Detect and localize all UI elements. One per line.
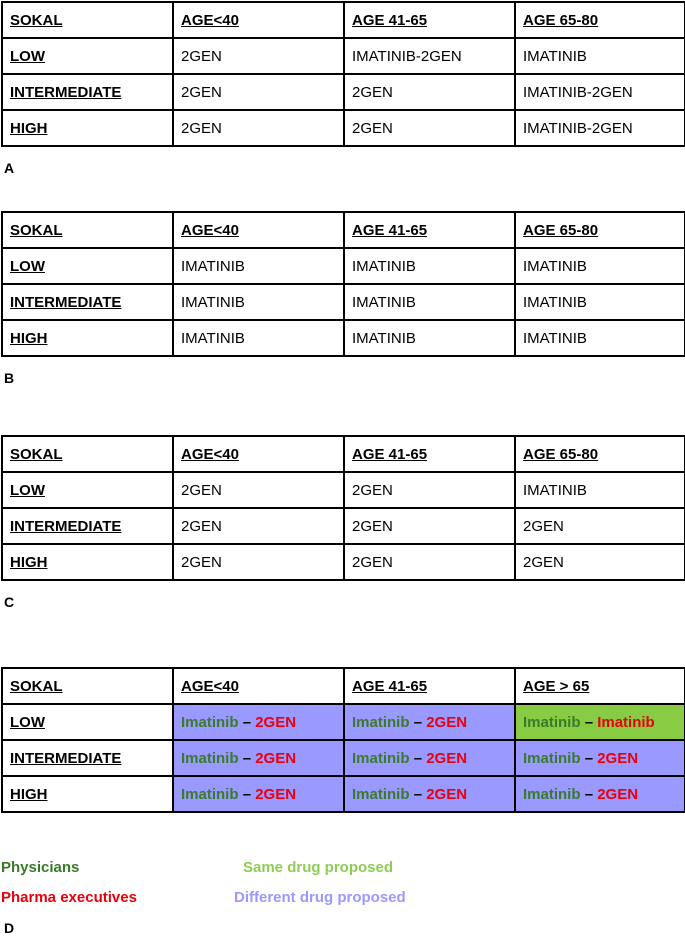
risk-cell: INTERMEDIATE — [2, 284, 173, 320]
physician-drug: Imatinib — [181, 713, 239, 731]
legend-physicians: Physicians — [1, 859, 80, 876]
header-cell: AGE > 65 — [515, 668, 685, 704]
header-cell: AGE<40 — [173, 436, 344, 472]
pharma-drug: 2GEN — [426, 749, 468, 767]
separator-dash: – — [584, 785, 594, 803]
header-cell: AGE<40 — [173, 2, 344, 38]
separator-dash: – — [413, 785, 423, 803]
table-row — [2, 74, 685, 110]
panel-label-a: A — [4, 160, 15, 176]
table-row — [2, 544, 685, 580]
pharma-drug: 2GEN — [255, 785, 297, 803]
table-cell: 2GEN — [173, 472, 344, 508]
panel-label-b: B — [4, 370, 15, 386]
table-row — [2, 704, 685, 740]
separator-dash: – — [413, 749, 423, 767]
table-cell: IMATINIB — [515, 284, 685, 320]
panel-b-table — [1, 211, 685, 357]
table-row — [2, 508, 685, 544]
table-cell: 2GEN — [173, 544, 344, 580]
header-cell: AGE 41-65 — [344, 668, 515, 704]
header-cell: AGE 65-80 — [515, 212, 685, 248]
panel-d-table — [1, 667, 685, 813]
legend-pharma: Pharma executives — [1, 889, 137, 906]
separator-dash: – — [242, 713, 252, 731]
separator-dash: – — [242, 749, 252, 767]
table-row — [2, 38, 685, 74]
separator-dash: – — [584, 713, 594, 731]
risk-cell: HIGH — [2, 544, 173, 580]
header-cell: AGE<40 — [173, 668, 344, 704]
header-cell: SOKAL — [2, 436, 173, 472]
table-cell: IMATINIB — [344, 284, 515, 320]
physician-drug: Imatinib — [352, 713, 410, 731]
panel-c-table — [1, 435, 685, 581]
table-cell: 2GEN — [173, 508, 344, 544]
risk-cell: HIGH — [2, 320, 173, 356]
table-cell: 2GEN — [173, 38, 344, 74]
table-cell: 2GEN — [344, 110, 515, 146]
header-cell: AGE 65-80 — [515, 2, 685, 38]
table-row — [2, 740, 685, 776]
table-row — [2, 284, 685, 320]
table-row — [2, 248, 685, 284]
physician-drug: Imatinib — [523, 785, 581, 803]
table-cell: 2GEN — [173, 74, 344, 110]
physician-drug: Imatinib — [181, 749, 239, 767]
panel-a-table — [1, 1, 685, 147]
table-cell: IMATINIB — [515, 472, 685, 508]
pharma-drug: 2GEN — [597, 785, 639, 803]
table-cell: 2GEN — [344, 74, 515, 110]
header-cell: AGE 65-80 — [515, 436, 685, 472]
separator-dash: – — [413, 713, 423, 731]
header-cell: AGE 41-65 — [344, 2, 515, 38]
header-cell: SOKAL — [2, 212, 173, 248]
table-cell: 2GEN — [344, 508, 515, 544]
risk-cell: HIGH — [2, 110, 173, 146]
comparison-cell — [173, 776, 344, 812]
separator-dash: – — [242, 785, 252, 803]
table-cell: 2GEN — [344, 472, 515, 508]
separator-dash: – — [584, 749, 594, 767]
comparison-cell — [344, 740, 515, 776]
pharma-drug: 2GEN — [426, 713, 468, 731]
table-row — [2, 110, 685, 146]
risk-cell: INTERMEDIATE — [2, 740, 173, 776]
risk-cell: LOW — [2, 704, 173, 740]
table-cell: IMATINIB — [344, 248, 515, 284]
pharma-drug: 2GEN — [255, 749, 297, 767]
risk-cell: LOW — [2, 472, 173, 508]
legend-same: Same drug proposed — [243, 859, 394, 876]
comparison-cell — [515, 704, 685, 740]
risk-cell: HIGH — [2, 776, 173, 812]
physician-drug: Imatinib — [523, 749, 581, 767]
comparison-cell — [515, 776, 685, 812]
comparison-cell — [515, 740, 685, 776]
pharma-drug: Imatinib — [597, 713, 655, 731]
table-row — [2, 472, 685, 508]
comparison-cell — [344, 704, 515, 740]
table-row — [2, 320, 685, 356]
comparison-cell — [344, 776, 515, 812]
table-cell: IMATINIB-2GEN — [515, 110, 685, 146]
table-header-row — [2, 212, 685, 248]
table-row — [2, 776, 685, 812]
table-cell: IMATINIB — [515, 38, 685, 74]
table-cell: 2GEN — [515, 544, 685, 580]
table-cell: IMATINIB-2GEN — [344, 38, 515, 74]
risk-cell: INTERMEDIATE — [2, 508, 173, 544]
pharma-drug: 2GEN — [426, 785, 468, 803]
physician-drug: Imatinib — [352, 785, 410, 803]
table-cell: IMATINIB-2GEN — [515, 74, 685, 110]
table-cell: 2GEN — [344, 544, 515, 580]
table-cell: IMATINIB — [515, 248, 685, 284]
table-header-row — [2, 2, 685, 38]
table-header-row — [2, 436, 685, 472]
table-cell: IMATINIB — [173, 284, 344, 320]
header-cell: SOKAL — [2, 2, 173, 38]
header-cell: SOKAL — [2, 668, 173, 704]
table-cell: IMATINIB — [173, 320, 344, 356]
physician-drug: Imatinib — [181, 785, 239, 803]
header-cell: AGE 41-65 — [344, 212, 515, 248]
panel-label-c: C — [4, 594, 15, 610]
pharma-drug: 2GEN — [597, 749, 639, 767]
panel-label-d: D — [4, 920, 15, 936]
table-cell: IMATINIB — [344, 320, 515, 356]
comparison-cell — [173, 740, 344, 776]
physician-drug: Imatinib — [523, 713, 581, 731]
risk-cell: LOW — [2, 248, 173, 284]
physician-drug: Imatinib — [352, 749, 410, 767]
risk-cell: LOW — [2, 38, 173, 74]
pharma-drug: 2GEN — [255, 713, 297, 731]
table-cell: IMATINIB — [515, 320, 685, 356]
table-cell: IMATINIB — [173, 248, 344, 284]
header-cell: AGE 41-65 — [344, 436, 515, 472]
legend-different: Different drug proposed — [234, 889, 406, 906]
table-header-row — [2, 668, 685, 704]
header-cell: AGE<40 — [173, 212, 344, 248]
risk-cell: INTERMEDIATE — [2, 74, 173, 110]
comparison-cell — [173, 704, 344, 740]
table-cell: 2GEN — [173, 110, 344, 146]
table-cell: 2GEN — [515, 508, 685, 544]
